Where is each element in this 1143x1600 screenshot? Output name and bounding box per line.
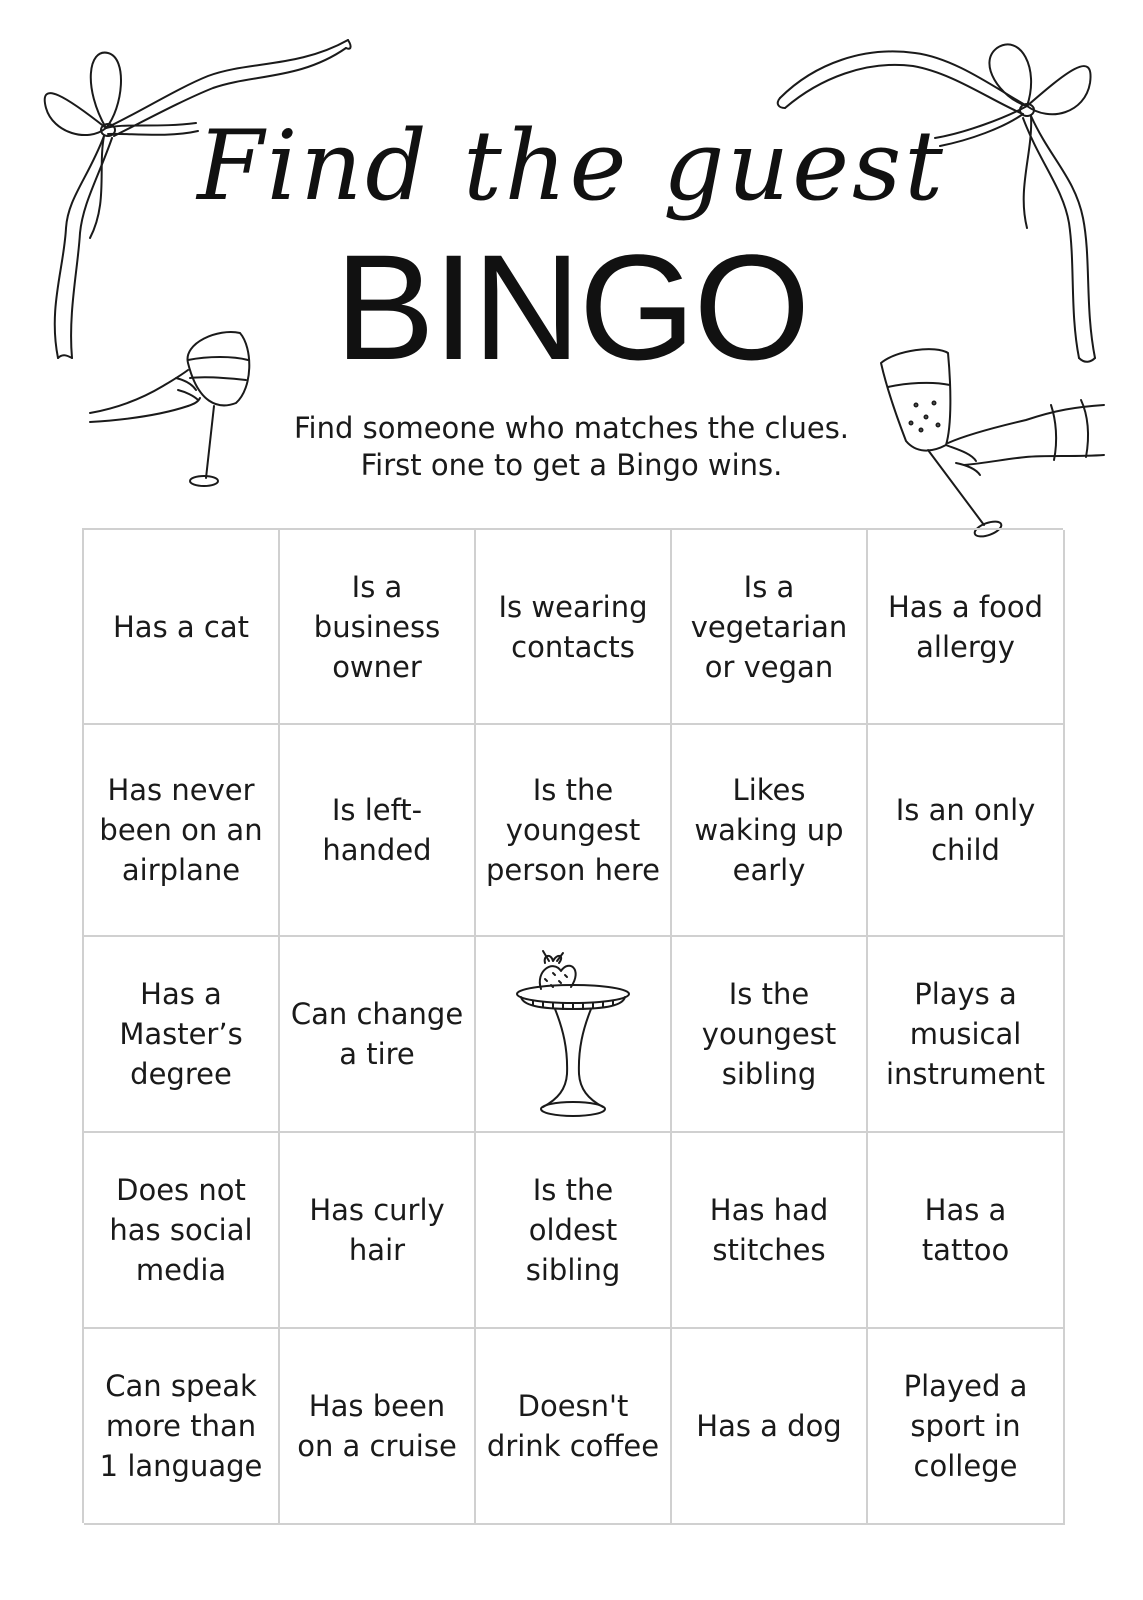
bingo-cell-label: Likes waking up early: [694, 773, 844, 887]
bingo-cell-label: Has had stitches: [709, 1193, 829, 1267]
bingo-grid: [82, 528, 1063, 1523]
bingo-cell[interactable]: [672, 725, 868, 937]
bingo-cell-label: Has a cat: [113, 609, 249, 644]
bingo-cell[interactable]: [280, 1133, 476, 1329]
bingo-cell-label: Is an only child: [895, 793, 1036, 867]
instructions: [0, 410, 1143, 484]
bingo-cell[interactable]: [672, 937, 868, 1133]
bingo-cell-label: Doesn't drink coffee: [486, 1389, 660, 1463]
bingo-cell[interactable]: [476, 1133, 672, 1329]
bingo-cell[interactable]: [476, 1329, 672, 1525]
bingo-cell[interactable]: [280, 1329, 476, 1525]
bingo-cell[interactable]: [84, 725, 280, 937]
bingo-cell-label: Is a business owner: [313, 569, 441, 684]
bingo-cell[interactable]: [476, 725, 672, 937]
bingo-cell-label: Is wearing contacts: [498, 589, 648, 664]
bingo-cell[interactable]: [672, 1133, 868, 1329]
bingo-cell[interactable]: [280, 937, 476, 1133]
dessert-glass-icon: [513, 949, 633, 1119]
bingo-cell-label: Is left-handed: [322, 793, 432, 867]
bingo-cell-label: Has a Master’s degree: [119, 977, 243, 1091]
bingo-cell-label: Is the youngest person here: [486, 773, 660, 887]
page-title: BINGO: [334, 223, 809, 391]
instructions-line-2: First one to get a Bingo wins.: [360, 448, 783, 482]
bingo-cell[interactable]: [280, 530, 476, 725]
bingo-cell[interactable]: [280, 725, 476, 937]
bingo-cell-label: Has a dog: [696, 1409, 842, 1443]
bingo-cell[interactable]: [476, 530, 672, 725]
bingo-cell-label: Is the youngest sibling: [701, 977, 837, 1091]
bingo-cell-label: Does not has social media: [109, 1173, 253, 1287]
bingo-cell[interactable]: [868, 1329, 1065, 1525]
bingo-cell-label: Can change a tire: [290, 997, 464, 1071]
instructions-line-1: Find someone who matches the clues.: [293, 411, 850, 445]
bingo-cell[interactable]: [868, 937, 1065, 1133]
bingo-cell[interactable]: [672, 530, 868, 725]
bingo-cell-label: Has never been on an airplane: [99, 773, 263, 887]
bingo-cell[interactable]: [868, 725, 1065, 937]
bingo-cell-label: Has a food allergy: [888, 589, 1043, 664]
bingo-cell-label: Has curly hair: [309, 1193, 445, 1267]
bingo-cell-label: Played a sport in college: [903, 1369, 1028, 1483]
bingo-cell[interactable]: [672, 1329, 868, 1525]
bingo-cell[interactable]: [84, 1133, 280, 1329]
bingo-cell-label: Can speak more than 1 language: [99, 1369, 263, 1483]
bingo-cell-label: Is a vegetarian or vegan: [690, 569, 848, 684]
script-title: Find the guest: [197, 110, 946, 222]
bingo-cell-label: Plays a musical instrument: [885, 977, 1046, 1091]
bingo-cell-label: Has a tattoo: [921, 1193, 1010, 1267]
bingo-cell[interactable]: [868, 1133, 1065, 1329]
bingo-cell[interactable]: [84, 1329, 280, 1525]
bingo-cell-label: Is the oldest sibling: [525, 1173, 621, 1287]
bingo-cell[interactable]: [868, 530, 1065, 725]
bingo-cell-label: Has been on a cruise: [297, 1389, 457, 1463]
bingo-cell[interactable]: [84, 530, 280, 725]
bingo-cell[interactable]: [84, 937, 280, 1133]
free-space-cell[interactable]: [476, 937, 672, 1133]
